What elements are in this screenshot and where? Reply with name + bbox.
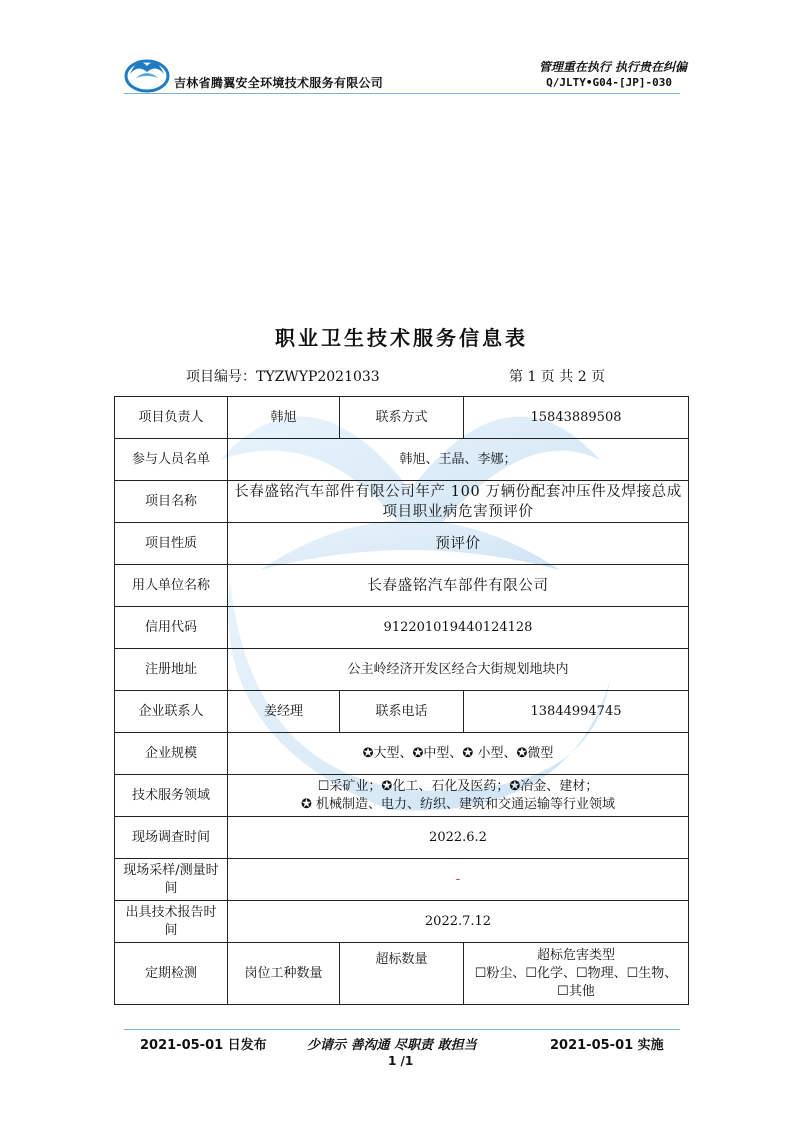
footer-divider xyxy=(124,1029,680,1030)
hazard-type-options: ☐粉尘、☐化学、☐物理、☐生物、☐其他 xyxy=(474,965,678,999)
table-row xyxy=(115,901,689,943)
service-field-line-1: ☐采矿业；✪化工、石化及医药；✪冶金、建材； xyxy=(317,778,599,794)
page-info: 第 1 页 共 2 页 xyxy=(509,369,606,385)
table-row xyxy=(115,733,689,775)
footer-motto: 少请示 善沟通 尽职责 敢担当 xyxy=(307,1038,477,1053)
hazard-type-label: 超标危害类型 xyxy=(536,947,615,963)
scale-label: 企业规模 xyxy=(115,733,228,775)
address-value: 公主岭经济开发区经合大街规划地块内 xyxy=(228,649,689,691)
exceed-count-label: 超标数量 xyxy=(340,943,464,1005)
table-row xyxy=(115,439,689,481)
service-field-label: 技术服务领域 xyxy=(115,775,228,817)
sampling-time-label: 现场采样/测量时间 xyxy=(115,859,228,901)
leader-value: 韩旭 xyxy=(228,397,340,439)
participants-label: 参与人员名单 xyxy=(115,439,228,481)
table-row xyxy=(115,523,689,565)
hazard-type-cell xyxy=(464,943,689,1005)
employer-value: 长春盛铭汽车部件有限公司 xyxy=(228,565,689,607)
project-number: 项目编号：TYZWYP2021033 xyxy=(186,369,380,385)
page-title: 职业卫生技术服务信息表 xyxy=(275,326,528,350)
address-label: 注册地址 xyxy=(115,649,228,691)
table-row xyxy=(115,607,689,649)
employer-label: 用人单位名称 xyxy=(115,565,228,607)
periodic-test-label: 定期检测 xyxy=(115,943,228,1005)
table-row xyxy=(115,691,689,733)
page-number: 1 /1 xyxy=(388,1054,414,1068)
phone-value: 13844994745 xyxy=(464,691,689,733)
participants-value: 韩旭、王晶、李娜； xyxy=(228,439,689,481)
header-divider xyxy=(124,93,680,94)
document-number: Q/JLTY•G04-[JP]-030 xyxy=(546,76,672,89)
service-field-line-2: ✪ 机械制造、电力、纺织、建筑和交通运输等行业领域 xyxy=(300,796,616,812)
leader-label: 项目负责人 xyxy=(115,397,228,439)
table-row xyxy=(115,859,689,901)
table-row xyxy=(115,481,689,523)
survey-time-value: 2022.6.2 xyxy=(228,817,689,859)
service-field-options xyxy=(228,775,689,817)
company-name: 吉林省腾翼安全环境技术服务有限公司 xyxy=(174,76,384,90)
contact-person-value: 姜经理 xyxy=(228,691,340,733)
table-row xyxy=(115,397,689,439)
phone-label: 联系电话 xyxy=(340,691,464,733)
project-name-value: 长春盛铭汽车部件有限公司年产 100 万辆份配套冲压件及焊接总成项目职业病危害预评价 xyxy=(228,481,689,523)
contact-value: 15843889508 xyxy=(464,397,689,439)
publish-date: 2021-05-01 日发布 xyxy=(140,1038,267,1053)
survey-time-label: 现场调查时间 xyxy=(115,817,228,859)
project-nature-value: 预评价 xyxy=(228,523,689,565)
company-logo-icon xyxy=(124,52,170,94)
report-time-label: 出具技术报告时间 xyxy=(115,901,228,943)
project-name-label: 项目名称 xyxy=(115,481,228,523)
credit-code-label: 信用代码 xyxy=(115,607,228,649)
report-time-value: 2022.7.12 xyxy=(228,901,689,943)
project-nature-label: 项目性质 xyxy=(115,523,228,565)
contact-person-label: 企业联系人 xyxy=(115,691,228,733)
credit-code-value: 912201019440124128 xyxy=(228,607,689,649)
table-row xyxy=(115,649,689,691)
table-row xyxy=(115,775,689,817)
effective-date: 2021-05-01 实施 xyxy=(550,1038,664,1053)
header-slogan: 管理重在执行 执行贵在纠偏 xyxy=(538,60,687,74)
table-row xyxy=(115,817,689,859)
contact-label: 联系方式 xyxy=(340,397,464,439)
service-info-table xyxy=(114,396,689,1005)
table-row xyxy=(115,943,689,1005)
sampling-time-value: - xyxy=(228,859,689,901)
post-count-label: 岗位工种数量 xyxy=(228,943,340,1005)
scale-options: ✪大型、✪中型、✪ 小型、✪微型 xyxy=(228,733,689,775)
table-row xyxy=(115,565,689,607)
